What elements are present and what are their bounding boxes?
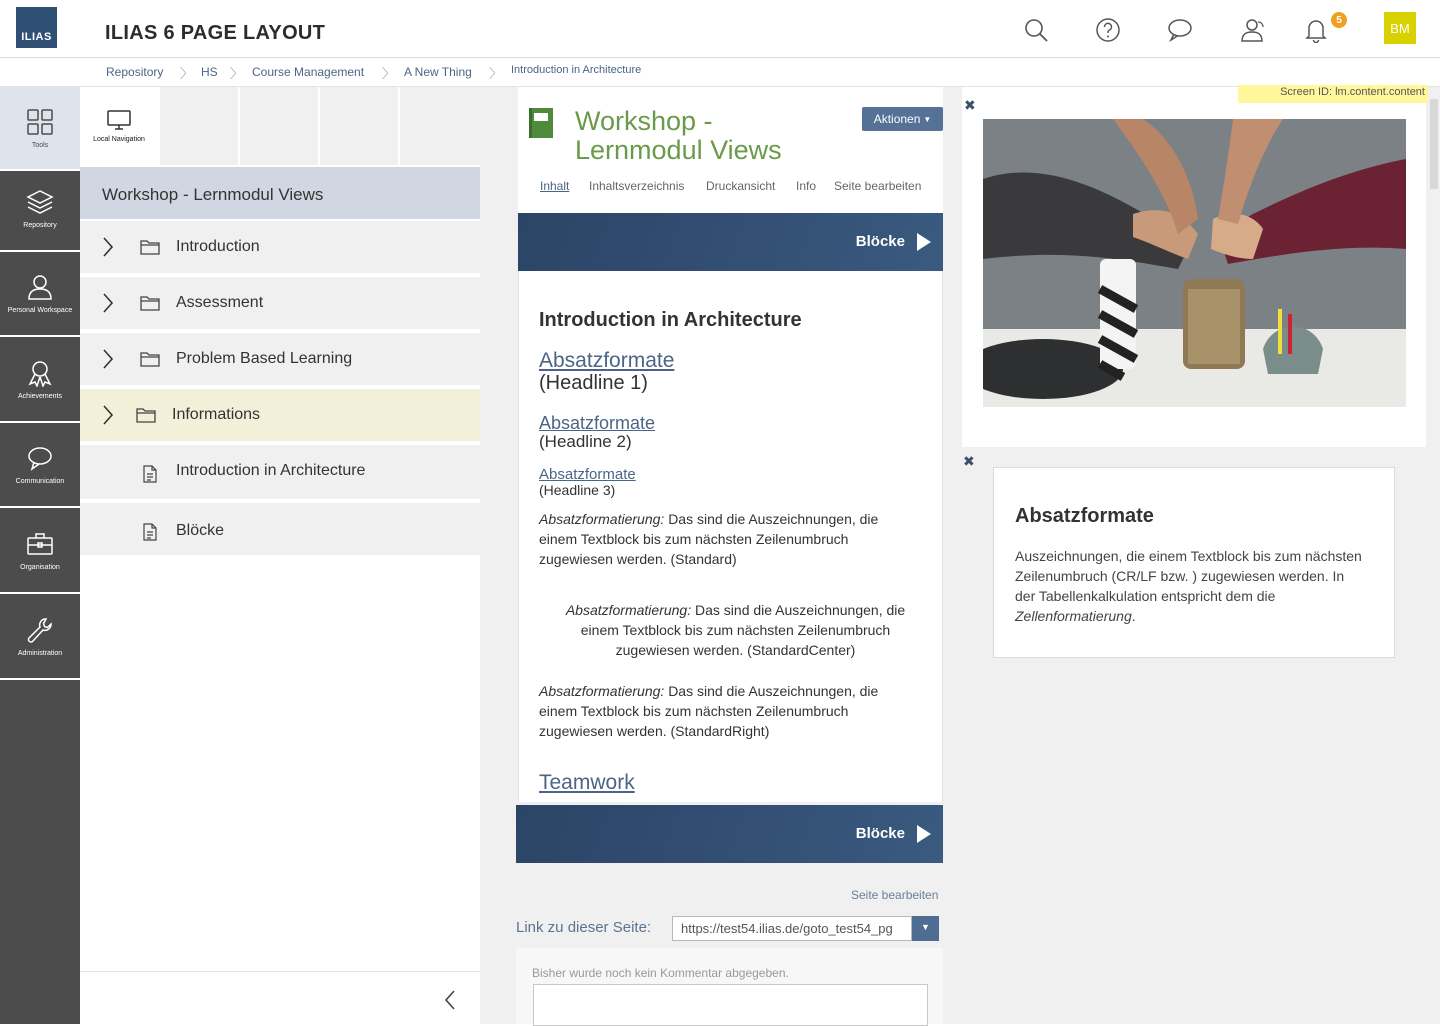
mainbar bbox=[0, 87, 80, 1024]
chevron-right-icon: 〉 bbox=[180, 66, 194, 81]
slate-footer bbox=[80, 971, 480, 1024]
teamwork-photo bbox=[983, 119, 1406, 407]
page-title: Workshop - Lernmodul Views bbox=[575, 106, 782, 165]
slate-tabs bbox=[80, 87, 480, 165]
ilias-logo[interactable] bbox=[16, 7, 57, 48]
headline-3-text: (Headline 3) bbox=[539, 482, 616, 498]
paragraph-center bbox=[548, 600, 923, 660]
mainbar-label: Personal Workspace bbox=[7, 307, 73, 314]
paragraph-label: Absatzformatierung: bbox=[539, 511, 665, 527]
tab-druckansicht[interactable]: Druckansicht bbox=[706, 179, 776, 193]
layers-icon bbox=[26, 188, 54, 216]
glossary-text-em: Zellenformatierung bbox=[1015, 608, 1132, 624]
tab-seite-bearbeiten[interactable]: Seite bearbeiten bbox=[834, 179, 922, 193]
tree-item-label: Assessment bbox=[176, 294, 264, 311]
absatzformate-link-h2[interactable]: Absatzformate bbox=[539, 413, 656, 433]
actions-dropdown[interactable] bbox=[862, 107, 943, 131]
folder-icon bbox=[140, 238, 160, 256]
tree-item-label: Blöcke bbox=[176, 522, 225, 539]
breadcrumb-item[interactable]: Course Management bbox=[252, 65, 365, 79]
paragraph-label: Absatzformatierung: bbox=[539, 683, 665, 699]
chevron-right-icon[interactable] bbox=[102, 236, 114, 258]
tab-label: Local Navigation bbox=[93, 136, 145, 143]
glossary-title: Absatzformate bbox=[1015, 505, 1154, 527]
breadcrumb-item[interactable]: HS bbox=[201, 65, 218, 79]
paragraph-text: Das sind die Auszeichnungen, die einem Textblock bis zum nächsten Zeilenumbruch zugewiesen werden. (Standard) bbox=[539, 511, 879, 567]
help-icon[interactable] bbox=[1094, 16, 1122, 44]
breadcrumb-item[interactable]: Repository bbox=[106, 65, 164, 79]
absatzformate-link-h1[interactable]: Absatzformate bbox=[539, 349, 675, 372]
caret-down-icon: ▼ bbox=[923, 114, 932, 124]
chevron-right-icon: 〉 bbox=[230, 66, 244, 81]
mainbar-item-communication[interactable] bbox=[0, 423, 80, 508]
mainbar-label: Achievements bbox=[18, 392, 62, 400]
slate bbox=[80, 87, 480, 1024]
mainbar-label: Organisation bbox=[20, 563, 60, 571]
paragraph-right bbox=[539, 681, 914, 741]
breadcrumb-item[interactable]: A New Thing bbox=[404, 65, 472, 79]
tab-empty bbox=[320, 87, 400, 165]
screen-id: Screen ID: lm.content.content bbox=[1238, 85, 1428, 103]
contacts-icon[interactable] bbox=[1238, 16, 1266, 44]
mainbar-item-achievements[interactable] bbox=[0, 337, 80, 423]
speech-bubble-icon bbox=[26, 444, 54, 472]
chevron-right-icon[interactable] bbox=[102, 348, 114, 370]
page-icon bbox=[142, 465, 158, 483]
tree-item-label: Informations bbox=[172, 406, 261, 423]
paragraph-label: Absatzformatierung: bbox=[565, 602, 692, 618]
chevron-right-icon[interactable] bbox=[102, 292, 114, 314]
link-label: Link zu dieser Seite: bbox=[516, 919, 652, 936]
paragraph-standard bbox=[539, 509, 914, 569]
tree-item-introduction-in-architecture[interactable] bbox=[80, 445, 480, 501]
grid-icon bbox=[26, 108, 54, 136]
play-icon bbox=[917, 233, 931, 251]
chevron-right-icon[interactable] bbox=[102, 404, 114, 426]
chevron-right-icon: 〉 bbox=[382, 66, 396, 81]
mainbar-label: Communication bbox=[15, 478, 65, 485]
tool-image-panel bbox=[962, 87, 1426, 447]
tab-inhalt[interactable]: Inhalt bbox=[540, 179, 570, 193]
play-icon bbox=[917, 825, 931, 843]
folder-icon bbox=[136, 406, 156, 424]
notification-badge: 5 bbox=[1331, 12, 1347, 28]
mainbar-item-repository[interactable] bbox=[0, 166, 80, 252]
glossary-text-main: Auszeichnungen, die einem Textblock bis zum nächsten Zeilenumbruch (CR/LF bzw. ) zugewiesen werden. In der Tabellenkalkulation entspricht dem die bbox=[1015, 548, 1362, 604]
scrollbar-thumb[interactable] bbox=[1430, 99, 1438, 189]
tree-item-assessment[interactable] bbox=[80, 277, 480, 331]
paragraph-text: Das sind die Auszeichnungen, die einem Textblock bis zum nächsten Zeilenumbruch zugewiesen werden. (StandardCenter) bbox=[580, 602, 906, 658]
bottom-edit-link[interactable]: Seite bearbeiten bbox=[851, 888, 939, 902]
page-heading: Introduction in Architecture bbox=[539, 309, 802, 331]
breadcrumb-current[interactable]: Introduction in Architecture bbox=[511, 64, 642, 76]
learning-module-icon bbox=[528, 107, 554, 139]
glossary-text-end: . bbox=[1131, 608, 1136, 624]
wrench-icon bbox=[26, 616, 54, 644]
close-icon[interactable]: ✖ bbox=[963, 453, 975, 469]
permalink-field[interactable]: https://test54.ilias.de/goto_test54_pg bbox=[672, 916, 912, 941]
tree-item-label: Problem Based Learning bbox=[176, 350, 353, 367]
headline-2-text: (Headline 2) bbox=[539, 432, 632, 451]
headline-1-text: (Headline 1) bbox=[539, 372, 648, 394]
tree-item-informations[interactable] bbox=[80, 389, 480, 443]
mainbar-label: Tools bbox=[31, 141, 49, 149]
tab-empty bbox=[400, 87, 480, 165]
comment-placeholder: Bisher wurde noch kein Kommentar abgegeben. bbox=[532, 966, 789, 980]
bloecke-next-bar[interactable] bbox=[518, 213, 943, 271]
collapse-slate-icon[interactable] bbox=[444, 989, 456, 1011]
paragraph-text: Das sind die Auszeichnungen, die einem Textblock bis zum nächsten Zeilenumbruch zugewiesen werden. (StandardRight) bbox=[539, 683, 879, 739]
slate-title: Workshop - Lernmodul Views bbox=[80, 167, 480, 219]
mainbar-label: Repository bbox=[23, 221, 57, 229]
bloecke-label: Blöcke bbox=[855, 825, 905, 842]
page-icon bbox=[142, 523, 158, 541]
tree-item-introduction[interactable] bbox=[80, 221, 480, 275]
caret-down-icon: ▼ bbox=[921, 922, 930, 932]
breadcrumb bbox=[0, 58, 1440, 87]
search-icon[interactable] bbox=[1022, 16, 1050, 44]
monitor-icon bbox=[106, 109, 132, 131]
tab-empty bbox=[160, 87, 240, 165]
app-title: ILIAS 6 PAGE LAYOUT bbox=[105, 22, 326, 44]
mainbar-item-personal-workspace[interactable] bbox=[0, 252, 80, 337]
award-icon bbox=[26, 359, 54, 387]
user-icon bbox=[26, 273, 54, 301]
folder-icon bbox=[140, 350, 160, 368]
briefcase-icon bbox=[26, 530, 54, 558]
folder-icon bbox=[140, 294, 160, 312]
main-content bbox=[480, 87, 960, 1024]
close-icon[interactable]: ✖ bbox=[964, 97, 976, 113]
tree-item-problem-based-learning[interactable] bbox=[80, 333, 480, 387]
teamwork-link[interactable]: Teamwork bbox=[539, 771, 635, 794]
tools-column bbox=[960, 87, 1440, 1024]
mainbar-item-tools[interactable] bbox=[0, 87, 80, 171]
tree-item-label: Introduction bbox=[176, 238, 260, 255]
mainbar-label: Administration bbox=[17, 649, 63, 657]
content-column bbox=[518, 87, 943, 802]
glossary-text bbox=[1015, 546, 1365, 626]
notification-icon[interactable] bbox=[1302, 16, 1330, 44]
bloecke-label: Blöcke bbox=[855, 233, 905, 250]
mainbar-item-administration[interactable] bbox=[0, 594, 80, 680]
chevron-right-icon: 〉 bbox=[489, 66, 503, 81]
header bbox=[0, 0, 1440, 58]
tab-empty bbox=[240, 87, 320, 165]
bloecke-next-bar-bottom[interactable] bbox=[516, 805, 943, 863]
avatar[interactable]: BM bbox=[1384, 12, 1416, 44]
teamwork-photo-drawing bbox=[983, 119, 1406, 407]
tree-item-label: Introduction in Architecture bbox=[176, 462, 366, 479]
chat-icon[interactable] bbox=[1166, 16, 1194, 44]
actions-label: Aktionen bbox=[873, 112, 921, 126]
comment-textarea[interactable] bbox=[533, 984, 928, 1026]
permalink-dropdown[interactable] bbox=[912, 916, 939, 941]
tree-item-bloecke[interactable] bbox=[80, 503, 480, 557]
mainbar-item-organisation[interactable] bbox=[0, 508, 80, 594]
tab-inhaltsverzeichnis[interactable]: Inhaltsverzeichnis bbox=[589, 179, 685, 193]
logo-text: ILIAS bbox=[21, 31, 52, 43]
tab-local-navigation[interactable] bbox=[80, 87, 160, 165]
tab-info[interactable]: Info bbox=[796, 179, 817, 193]
glossary-panel bbox=[993, 467, 1395, 658]
absatzformate-link-h3[interactable]: Absatzformate bbox=[539, 466, 636, 483]
